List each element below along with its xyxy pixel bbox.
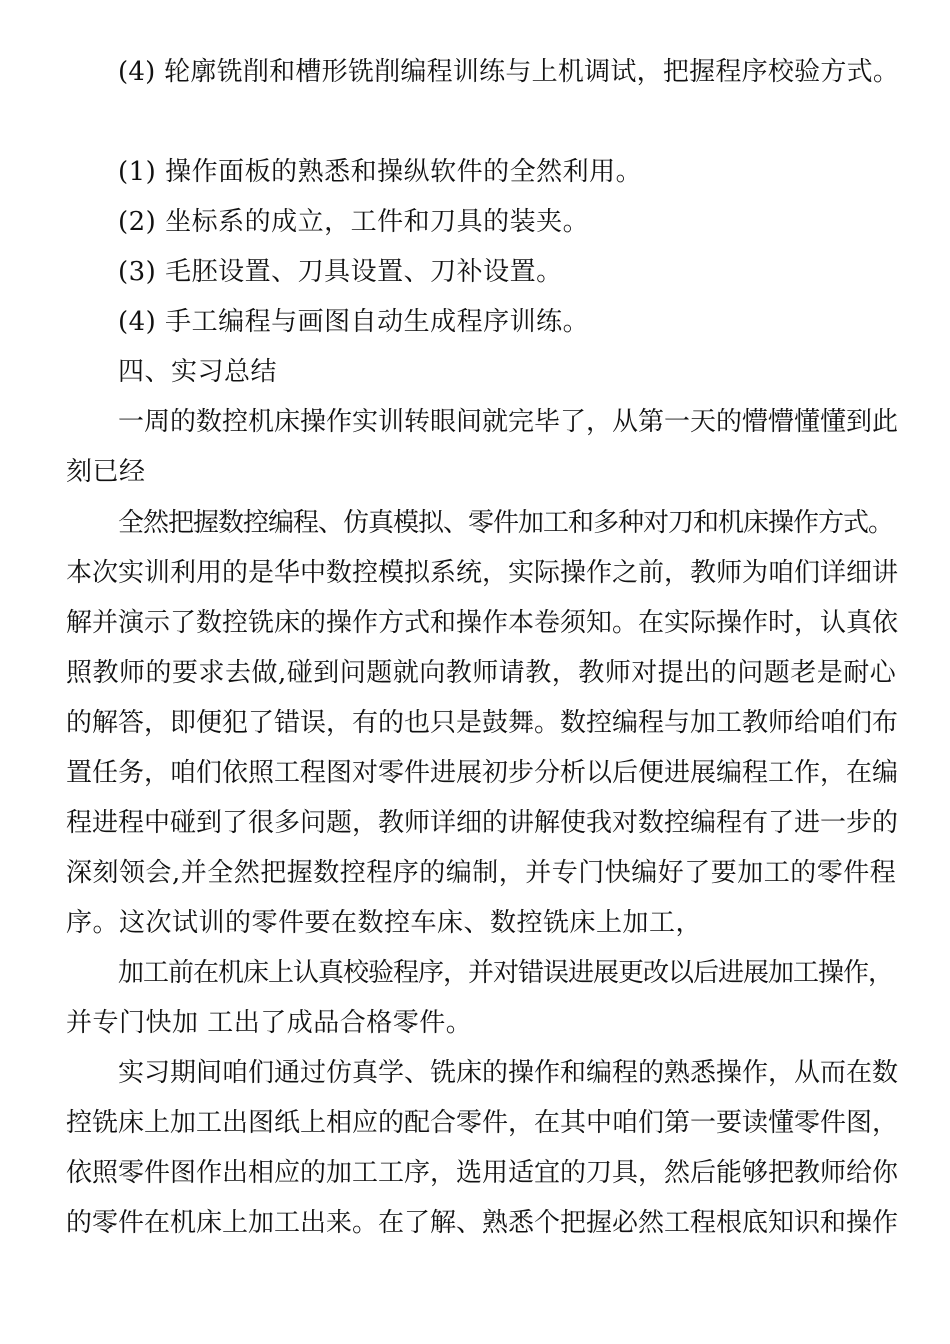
paragraph-line: 深刻领会,并全然把握数控程序的编制，并专门快编好了要加工的零件程 [66, 858, 897, 888]
paragraph-line: 依照零件图作出相应的加工工序，选用适宜的刀具，然后能够把教师给你 [66, 1158, 899, 1188]
paragraph-line: 一周的数控机床操作实训转眼间就完毕了，从第一天的懵懵懂懂到此 [118, 407, 899, 437]
section-heading-summary: 四、实习总结 [118, 357, 278, 387]
paragraph-line: 程进程中碰到了很多问题，教师详细的讲解使我对数控编程有了进一步的 [66, 808, 899, 838]
paragraph-line: 照教师的要求去做,碰到问题就向教师请教，教师对提出的问题老是耐心 [66, 658, 897, 688]
paragraph-line: 序。这次试训的零件要在数控车床、数控铣床上加工， [66, 908, 703, 938]
paragraph-line: 并专门快加 工出了成品合格零件。 [66, 1008, 473, 1038]
paragraph-line: 解并演示了数控铣床的操作方式和操作本卷须知。在实际操作时，认真依 [66, 608, 899, 638]
list-item-milling-programming: (4) 轮廓铣削和槽形铣削编程训练与上机调试，把握程序校验方式。 [118, 57, 900, 87]
list-item-panel-software: (1) 操作面板的熟悉和操纵软件的全然利用。 [118, 157, 643, 187]
paragraph-line: 本次实训利用的是华中数控模拟系统，实际操作之前，教师为咱们详细讲 [66, 558, 899, 588]
paragraph-line: 全然把握数控编程、仿真模拟、零件加工和多种对刀和机床操作方式。 [118, 508, 894, 538]
paragraph-line: 置任务，咱们依照工程图对零件进展初步分析以后便进展编程工作，在编 [66, 758, 899, 788]
list-item-blank-tool-setup: (3) 毛胚设置、刀具设置、刀补设置。 [118, 257, 563, 287]
list-item-coordinate-clamping: (2) 坐标系的成立，工件和刀具的装夹。 [118, 207, 590, 237]
paragraph-line: 控铣床上加工出图纸上相应的配合零件，在其中咱们第一要读懂零件图， [66, 1108, 899, 1138]
paragraph-line: 的零件在机床上加工出来。在了解、熟悉个把握必然工程根底知识和操作 [66, 1208, 899, 1238]
paragraph-line: 的解答，即便犯了错误，有的也只是鼓舞。数控编程与加工教师给咱们布 [66, 708, 899, 738]
paragraph-line: 实习期间咱们通过仿真学、铣床的操作和编程的熟悉操作，从而在数 [118, 1058, 899, 1088]
paragraph-line: 刻已经 [66, 457, 146, 487]
paragraph-line: 加工前在机床上认真校验程序，并对错误进展更改以后进展加工操作， [118, 958, 894, 988]
list-item-manual-auto-program: (4) 手工编程与画图自动生成程序训练。 [118, 307, 590, 337]
